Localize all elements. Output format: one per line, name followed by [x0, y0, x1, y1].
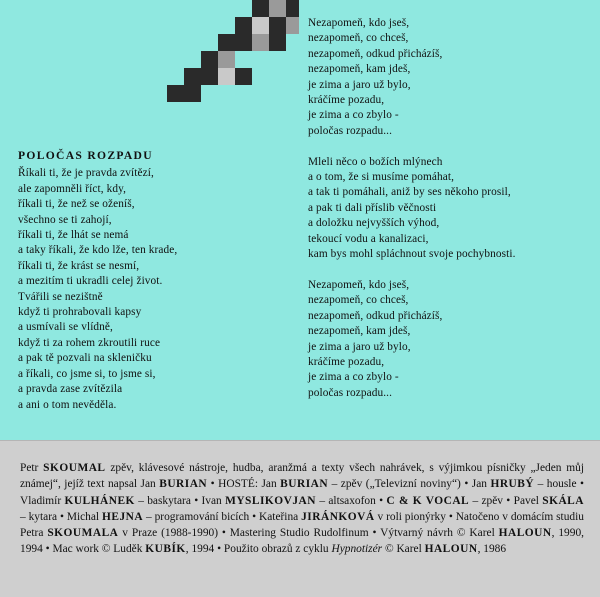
credits-text	[20, 460, 584, 558]
lyric-line: a pravda zase zvítězila	[18, 383, 123, 396]
credit-text: , 1990, 1994 • Mac work © Luděk	[20, 527, 584, 556]
lyric-line: a taky říkali, že kdo lže, ten krade,	[18, 244, 178, 257]
lyric-line: ale zapomněli říct, kdy,	[18, 182, 127, 195]
lyric-line: a říkali, co jsme si, to jsme si,	[18, 367, 156, 380]
lyric-line: a ani o tom nevěděla.	[18, 398, 117, 411]
stanza	[308, 278, 583, 401]
lyric-line: tekoucí vodu a kanalizaci,	[308, 232, 429, 245]
credit-text: , 1994 • Použito obrazů z cyklu	[185, 543, 332, 556]
lyric-line: Nezapomeň, kdo jseš,	[308, 17, 410, 29]
lyric-line: kráčíme pozadu,	[308, 94, 385, 107]
lyric-line: poločas rozpadu...	[308, 124, 392, 137]
stanza	[308, 16, 583, 139]
credit-name: SKÁLA	[542, 494, 584, 507]
credit-text: , 1986	[477, 543, 507, 556]
deco-block	[269, 0, 286, 17]
lyric-line: říkali ti, že lhát se nemá	[18, 229, 129, 242]
lyric-line: a pak ti dali příslib věčnosti	[308, 201, 437, 214]
lyric-line: je zima a jaro už bylo,	[308, 340, 411, 353]
credit-name: KULHÁNEK	[64, 494, 135, 507]
lyrics-column-left	[18, 148, 288, 413]
deco-block	[286, 0, 299, 17]
credit-name: SKOUMAL	[43, 462, 106, 474]
lyric-line: nezapomeň, co chceš,	[308, 32, 409, 45]
deco-block	[252, 34, 269, 51]
lyric-line: a o tom, že si musíme pomáhat,	[308, 171, 455, 184]
deco-block	[184, 85, 201, 102]
deco-block	[269, 34, 286, 51]
lyric-line: a doložku nejvyšších výhod,	[308, 217, 440, 230]
lyric-line: když ti prohrabovali kapsy	[18, 306, 142, 319]
lyrics-column-right	[308, 16, 583, 401]
credit-text: © Karel	[382, 543, 425, 556]
deco-block	[252, 17, 269, 34]
deco-block	[184, 68, 201, 85]
credit-name: HRUBÝ	[490, 478, 535, 491]
lyric-line: a tak ti pomáhali, aniž by ses někoho prosil,	[308, 186, 511, 199]
credit-name: C & K VOCAL	[386, 494, 470, 507]
credit-title-italic: Hypnotizér	[331, 543, 383, 556]
lyric-line: Mleli něco o božích mlýnech	[308, 155, 443, 168]
lyric-line: když ti za rohem zkroutili ruce	[18, 336, 161, 349]
lyric-line: Nezapomeň, kdo jseš,	[308, 278, 410, 291]
lyric-line: kráčíme pozadu,	[308, 355, 385, 368]
lyric-line: všechno se ti zahojí,	[18, 213, 112, 226]
deco-block	[218, 51, 235, 68]
lyric-line: nezapomeň, kam jdeš,	[308, 325, 411, 338]
lyric-line: Tvářili se nezištně	[18, 290, 103, 303]
credit-text: – altsaxofon •	[316, 494, 387, 507]
credit-text: • HOSTÉ: Jan	[207, 478, 281, 491]
deco-block	[201, 68, 218, 85]
deco-block	[167, 85, 184, 102]
lyric-line: a usmívali se vlídně,	[18, 321, 113, 334]
deco-block	[235, 68, 252, 85]
credit-name: SKOUMALA	[47, 527, 119, 540]
credit-text: v roli pionýrky • Natočeno v domácím studiu Petra	[20, 510, 584, 540]
lyric-line: nezapomeň, odkud přicházíš,	[308, 47, 443, 60]
credit-text: – kytara • Michal	[20, 510, 102, 523]
stanza	[18, 166, 288, 413]
credit-name: MYSLIKOVJAN	[225, 494, 317, 507]
credit-name: KUBÍK	[145, 543, 186, 556]
credit-text: v Praze (1988-1990) • Mastering Studio Rudolfinum • Výtvarný návrh © Karel	[118, 527, 499, 540]
song-title: POLOČAS ROZPADU	[18, 149, 153, 162]
lyric-line: je zima a co zbylo -	[308, 109, 399, 122]
lyric-line: říkali ti, že krást se nesmí,	[18, 259, 140, 272]
credit-name: HEJNA	[102, 510, 144, 523]
credit-text: zpěv, klávesové nástroje, hudba, aranžmá a texty všech nahrávek, s výjimkou písničky „Jeden můj známej“, jejíž text napsal Jan	[20, 462, 584, 491]
lyric-line: je zima a jaro už bylo,	[308, 78, 411, 91]
lyric-line: nezapomeň, kam jdeš,	[308, 63, 411, 76]
deco-block	[252, 0, 269, 17]
lyric-line: Říkali ti, že je pravda zvítězí,	[18, 167, 154, 180]
deco-block	[286, 17, 299, 34]
credit-text: – programování bicích • Kateřina	[143, 510, 302, 523]
credit-text: – zpěv („Televizní noviny“) • Jan	[328, 478, 491, 491]
lyric-line: říkali ti, že než se oženíš,	[18, 198, 135, 211]
credits-panel	[0, 440, 600, 597]
deco-block	[218, 34, 235, 51]
credit-text: – baskytara • Ivan	[134, 494, 226, 507]
deco-block	[235, 17, 252, 34]
credit-text: – housle • Vladimír	[20, 478, 585, 507]
lyric-line: nezapomeň, co chceš,	[308, 294, 409, 307]
credit-text: – zpěv • Pavel	[469, 494, 543, 507]
stanza	[308, 155, 583, 263]
deco-block	[201, 51, 218, 68]
lyric-line: a mezitím ti ukradli celej život.	[18, 275, 163, 288]
deco-block	[269, 17, 286, 34]
credit-name: HALOUN	[424, 543, 478, 556]
lyric-line: je zima a co zbylo -	[308, 371, 399, 384]
credit-name: JIRÁNKOVÁ	[301, 510, 375, 523]
deco-block	[235, 34, 252, 51]
credit-name: BURIAN	[280, 478, 329, 491]
deco-block	[218, 68, 235, 85]
lyric-line: nezapomeň, odkud přicházíš,	[308, 309, 443, 322]
lyric-line: a pak tě pozvali na skleničku	[18, 352, 152, 365]
stanza-group-left	[18, 166, 288, 413]
credit-text: Petr	[20, 462, 44, 474]
lyric-line: kam bys mohl spláchnout svoje pochybnosti.	[308, 248, 516, 261]
credit-name: BURIAN	[159, 478, 208, 491]
credit-name: HALOUN	[498, 527, 552, 540]
lyric-line: poločas rozpadu...	[308, 386, 392, 399]
